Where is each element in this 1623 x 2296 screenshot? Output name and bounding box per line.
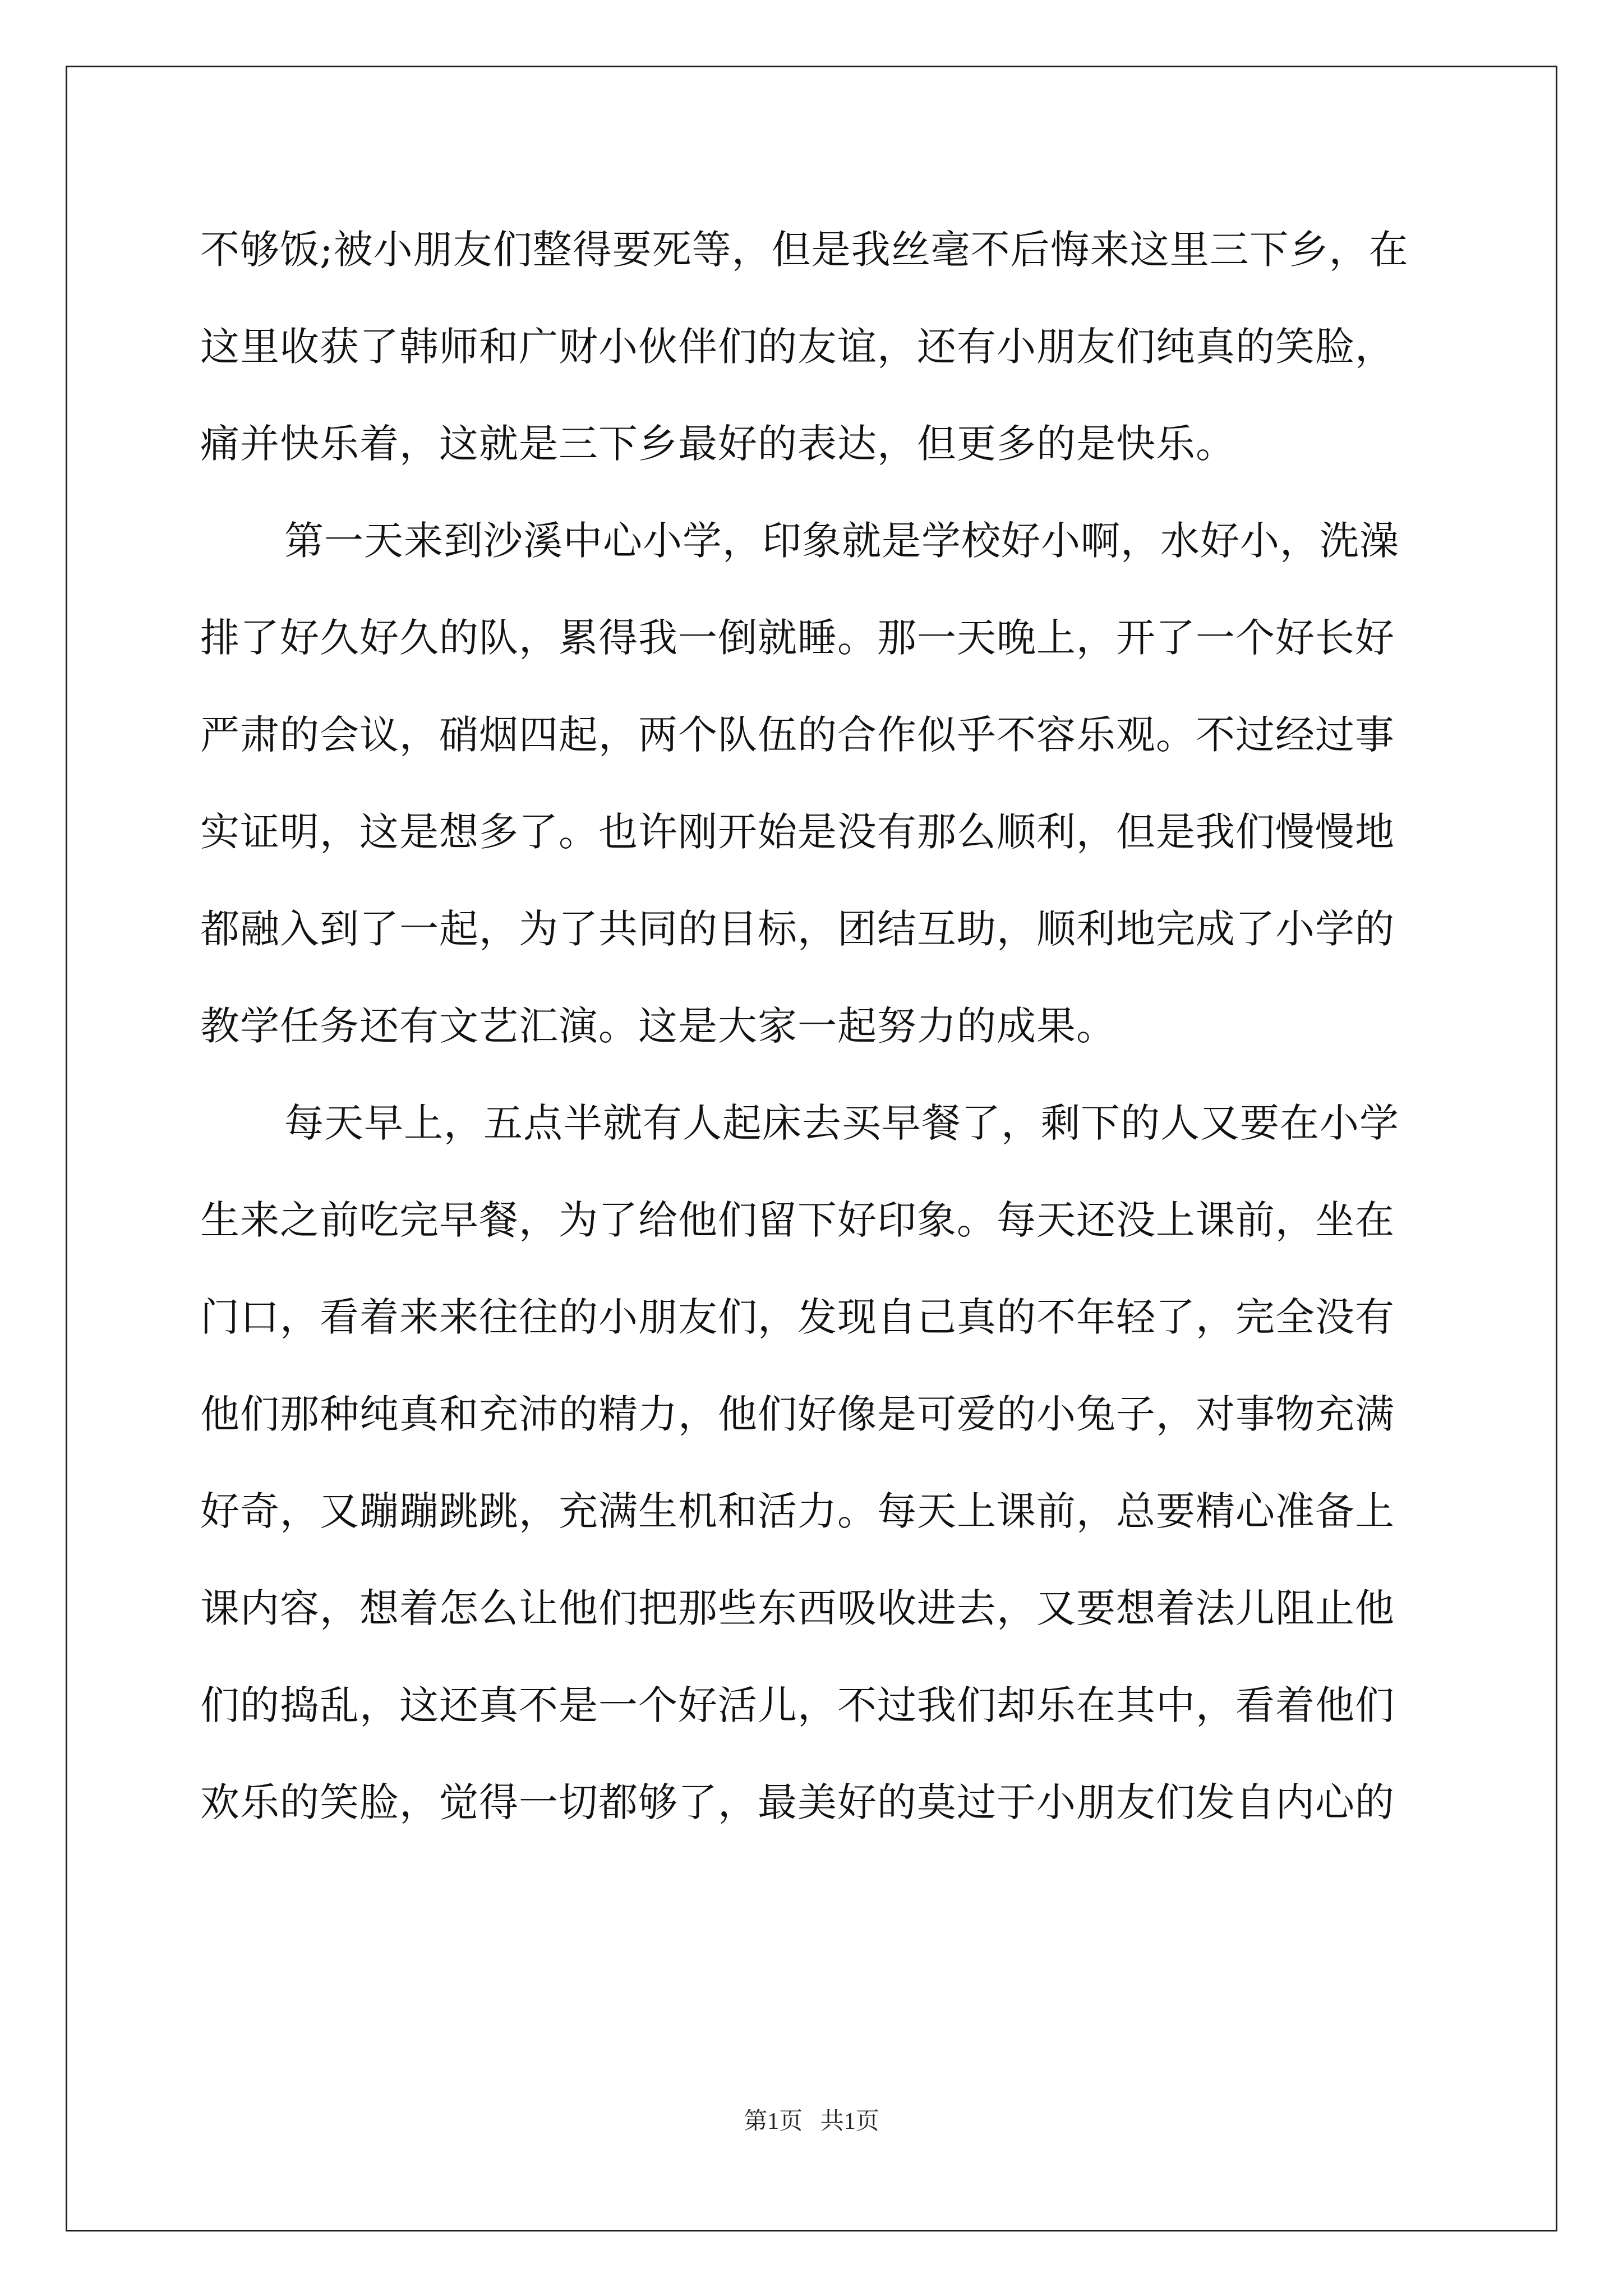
text-line: 教学任务还有文艺汇演。这是大家一起努力的成果。 xyxy=(200,1003,1116,1049)
text-line: 们的捣乱，这还真不是一个好活儿，不过我们却乐在其中，看着他们 xyxy=(200,1682,1395,1728)
page-footer: 第1页 共1页 xyxy=(744,2109,879,2134)
document-body xyxy=(200,222,1434,1871)
text-line: 都融入到了一起，为了共同的目标，团结互助，顺利地完成了小学的 xyxy=(200,906,1395,952)
paragraph-start-line: 第一天来到沙溪中心小学，印象就是学校好小啊，水好小，洗澡 xyxy=(284,518,1399,564)
text-line: 门口，看着来来往往的小朋友们，发现自己真的不年轻了，完全没有 xyxy=(200,1294,1395,1340)
text-line: 这里收获了韩师和广财小伙伴们的友谊，还有小朋友们纯真的笑脸， xyxy=(200,324,1395,370)
paragraph-start-line: 每天早上，五点半就有人起床去买早餐了，剩下的人又要在小学 xyxy=(284,1100,1399,1146)
text-line: 课内容，想着怎么让他们把那些东西吸收进去，又要想着法儿阻止他 xyxy=(200,1585,1395,1631)
text-line: 排了好久好久的队，累得我一倒就睡。那一天晚上，开了一个好长好 xyxy=(200,615,1395,661)
text-line: 痛并快乐着，这就是三下乡最好的表达，但更多的是快乐。 xyxy=(200,421,1235,467)
text-line: 欢乐的笑脸，觉得一切都够了，最美好的莫过于小朋友们发自内心的 xyxy=(200,1779,1395,1825)
text-line: 生来之前吃完早餐，为了给他们留下好印象。每天还没上课前，坐在 xyxy=(200,1197,1395,1243)
text-line: 好奇，又蹦蹦跳跳，充满生机和活力。每天上课前，总要精心准备上 xyxy=(200,1488,1395,1534)
text-line: 他们那种纯真和充沛的精力，他们好像是可爱的小兔子，对事物充满 xyxy=(200,1391,1395,1437)
text-line: 严肃的会议，硝烟四起，两个队伍的合作似乎不容乐观。不过经过事 xyxy=(200,712,1395,758)
text-line: 不够饭;被小朋友们整得要死等，但是我丝毫不后悔来这里三下乡，在 xyxy=(200,227,1409,273)
text-line: 实证明，这是想多了。也许刚开始是没有那么顺利，但是我们慢慢地 xyxy=(200,809,1395,855)
